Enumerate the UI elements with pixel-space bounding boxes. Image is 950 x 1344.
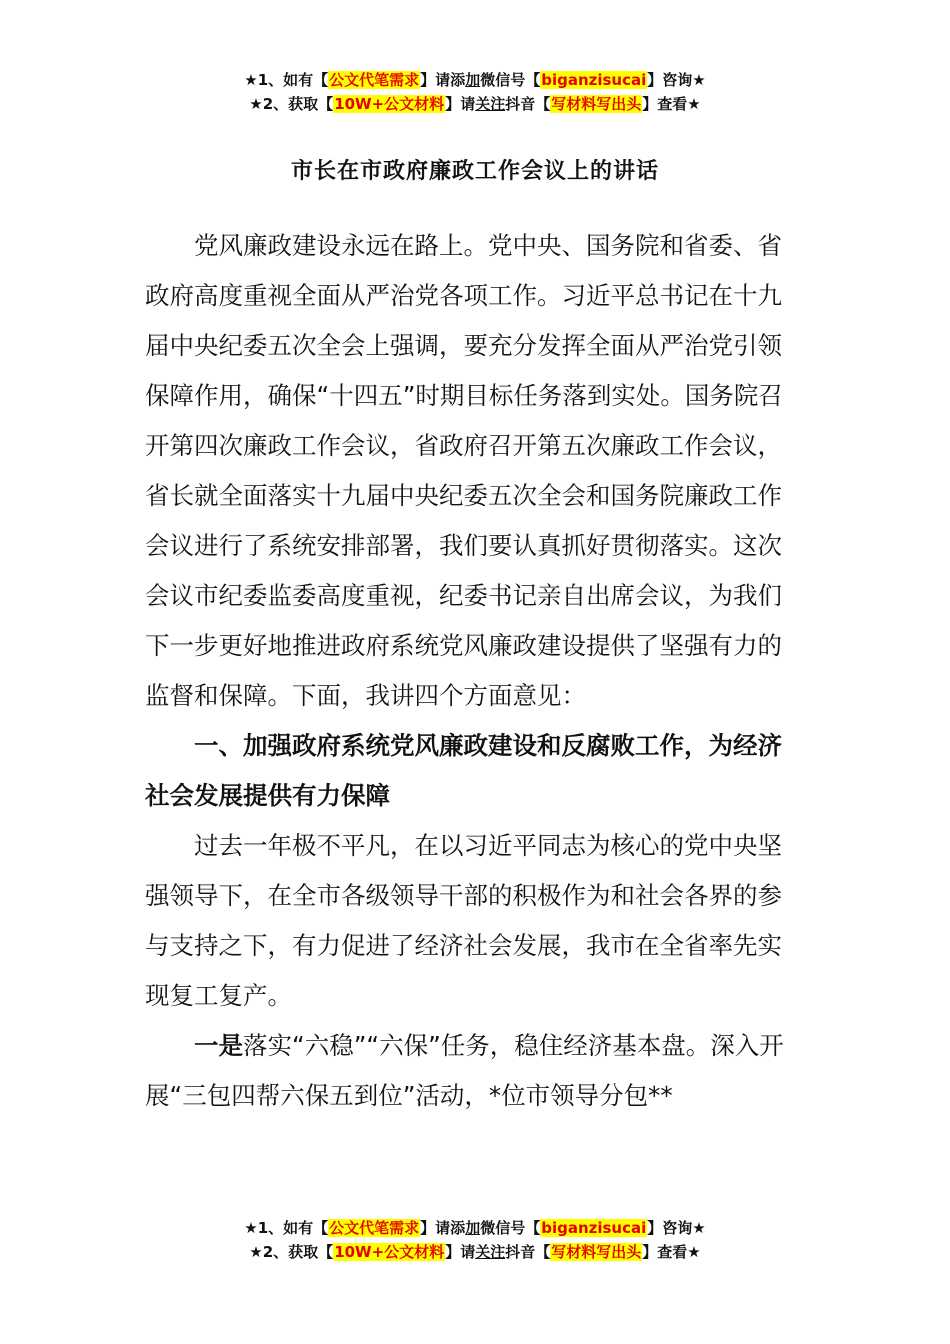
- banner-text: 2、获取【: [262, 1243, 334, 1261]
- banner-text: 1、如有【: [257, 1219, 329, 1237]
- document-title: 市长在市政府廉政工作会议上的讲话: [290, 159, 659, 184]
- paragraph-review: 过去一年极不平凡，在以习近平同志为核心的党中央坚强领导下，在全市各级领导干部的积极作为和社会各界的参与支持之下，有力促进了经济社会发展，我市在全省率先实现复工复产。: [145, 831, 782, 1010]
- banner-line-1: [0, 1216, 950, 1240]
- footer-banner: [0, 1216, 950, 1264]
- banner-text: 】查看★: [642, 1243, 701, 1261]
- highlight-wechat-id: biganzisucai: [541, 1219, 647, 1237]
- banner-text: 】请: [445, 1243, 476, 1261]
- banner-text: 微信号【: [480, 71, 541, 89]
- banner-emphasis: 关注: [475, 1243, 506, 1261]
- banner-emphasis: 加: [465, 71, 481, 89]
- star-icon: ★: [244, 1219, 258, 1237]
- highlight-service: 公文代笔需求: [329, 1219, 420, 1237]
- point-lead: 一是: [194, 1031, 243, 1060]
- banner-text: 】咨询★: [647, 71, 706, 89]
- banner-text: 】请: [445, 95, 476, 113]
- banner-text: 】咨询★: [647, 1219, 706, 1237]
- highlight-wechat-id: biganzisucai: [541, 71, 647, 89]
- banner-text: 】请添: [420, 71, 466, 89]
- banner-text: 微信号【: [480, 1219, 541, 1237]
- banner-line-2: [0, 92, 950, 116]
- banner-text: 】请添: [420, 1219, 466, 1237]
- banner-text: 抖音【: [505, 95, 551, 113]
- banner-line-2: [0, 1240, 950, 1264]
- highlight-douyin-account: 写材料写出头: [551, 95, 642, 113]
- paragraph-intro: 党风廉政建设永远在路上。党中央、国务院和省委、省政府高度重视全面从严治党各项工作。习近平总书记在十九届中央纪委五次全会上强调，要充分发挥全面从严治党引领保障作用，确保“十四五”时期目标任务落到实处。国务院召开第四次廉政工作会议，省政府召开第五次廉政工作会议，省长就全面落实十九届中央纪委五次全会和国务院廉政工作会议进行了系统安排部署，我们要认真抓好贯彻落实。这次会议市纪委监委高度重视，纪委书记亲自出席会议，为我们下一步更好地推进政府系统党风廉政建设提供了坚强有力的监督和保障。下面，我讲四个方面意见：: [145, 231, 783, 710]
- highlight-service: 公文代笔需求: [329, 71, 420, 89]
- section-heading-1: 一、加强政府系统党风廉政建设和反腐败工作，为经济社会发展提供有力保障: [145, 731, 782, 810]
- banner-text: 1、如有【: [257, 71, 329, 89]
- highlight-materials: 10W+公文材料: [334, 95, 445, 113]
- point-text: 落实“六稳”“六保”任务，稳住经济基本盘。深入开展“三包四帮六保五到位”活动，*位市领导分包**: [145, 1031, 784, 1110]
- star-icon: ★: [244, 71, 258, 89]
- paragraph-point-1: [145, 1021, 805, 1121]
- banner-emphasis: 关注: [475, 95, 506, 113]
- banner-line-1: [0, 68, 950, 92]
- highlight-douyin-account: 写材料写出头: [551, 1243, 642, 1261]
- highlight-materials: 10W+公文材料: [334, 1243, 445, 1261]
- star-icon: ★: [249, 1243, 263, 1261]
- banner-text: 抖音【: [505, 1243, 551, 1261]
- banner-emphasis: 加: [465, 1219, 481, 1237]
- banner-text: 2、获取【: [262, 95, 334, 113]
- star-icon: ★: [249, 95, 263, 113]
- banner-text: 】查看★: [642, 95, 701, 113]
- document-body: [145, 221, 805, 1121]
- header-banner: [0, 68, 950, 116]
